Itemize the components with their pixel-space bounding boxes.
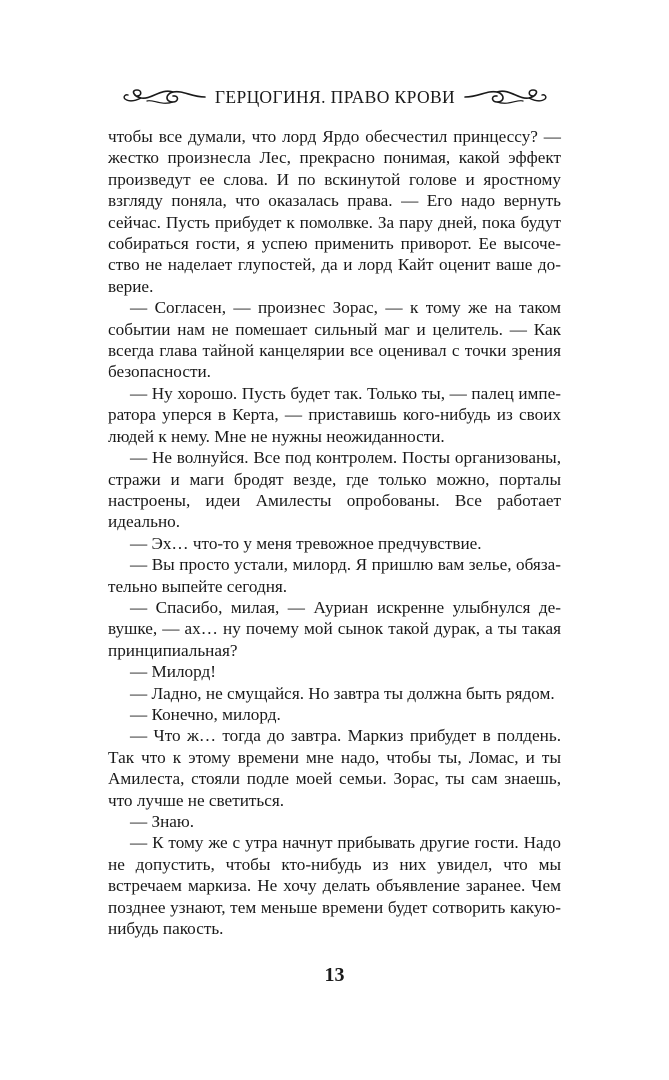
page-number: 13	[324, 964, 345, 986]
paragraph: — Вы просто устали, милорд. Я пришлю вам зелье, обязательно выпейте сегодня.	[108, 555, 561, 596]
running-header	[100, 82, 570, 112]
left-flourish-ornament	[121, 86, 207, 108]
paragraph: — Спасибо, милая, — Ауриан искренне улыбнулся девушке, — ах… ну почему мой сынок такой дурак, а ты такая принципиальная?	[108, 597, 561, 660]
paragraph: чтобы все думали, что лорд Ярдо обесчестил принцессу? — жестко произнесла Лес, прекрасно понимая, какой эффект произведут ее слова. И по вскинутой голове и яростному взгляду поняла, что оказалась права. — Его надо вернуть сейчас. Пусть прибудет к помолвке. За пару дней, пока будут собираться гости, я успею применить приворот. Ее высочество не наделает глупостей, да и лорд Кайт оценит ваше доверие.	[108, 127, 561, 296]
paragraph: — Конечно, милорд.	[130, 704, 281, 724]
paragraph: — Знаю.	[130, 812, 195, 831]
paragraph: — Не волнуйся. Все под контролем. Посты организованы, стражи и маги бродят везде, где только можно, порталы настроены, идеи Амилесты опробованы. Все работает идеально.	[108, 448, 561, 532]
paragraph: — Милорд!	[130, 662, 216, 682]
paragraph: — Ну хорошо. Пусть будет так. Только ты, — палец императора уперся в Керта, — приставишь кого-нибудь из своих людей к нему. Мне не нужны неожиданности.	[108, 383, 561, 446]
right-flourish-ornament	[463, 86, 549, 108]
body-text	[108, 126, 561, 939]
paragraph: — Эх… что-то у меня тревожное предчувствие.	[130, 533, 482, 553]
paragraph: — Ладно, не смущайся. Но завтра ты должна быть рядом.	[130, 683, 555, 703]
paragraph: — К тому же с утра начнут прибывать другие гости. Надо не допустить, чтобы кто-нибудь из них увидел, что мы встречаем маркиза. Не хочу делать объявление заранее. Чем позднее узнают, тем меньше времени будет сотворить какуюнибудь пакость.	[108, 833, 561, 939]
running-header-title: ГЕРЦОГИНЯ. ПРАВО КРОВИ	[214, 86, 456, 107]
paragraph: — Что ж… тогда до завтра. Маркиз прибудет в полдень. Так что к этому времени мне надо, чтобы ты, Ломас, и ты Амилеста, стояли подле моей семьи. Зорас, ты сам знаешь, что лучше не светиться.	[108, 726, 561, 810]
paragraph: — Согласен, — произнес Зорас, — к тому же на таком событии нам не помешает сильный маг и целитель. — Как всегда глава тайной канцелярии все оценивал с точки зрения безопасности.	[108, 298, 561, 382]
